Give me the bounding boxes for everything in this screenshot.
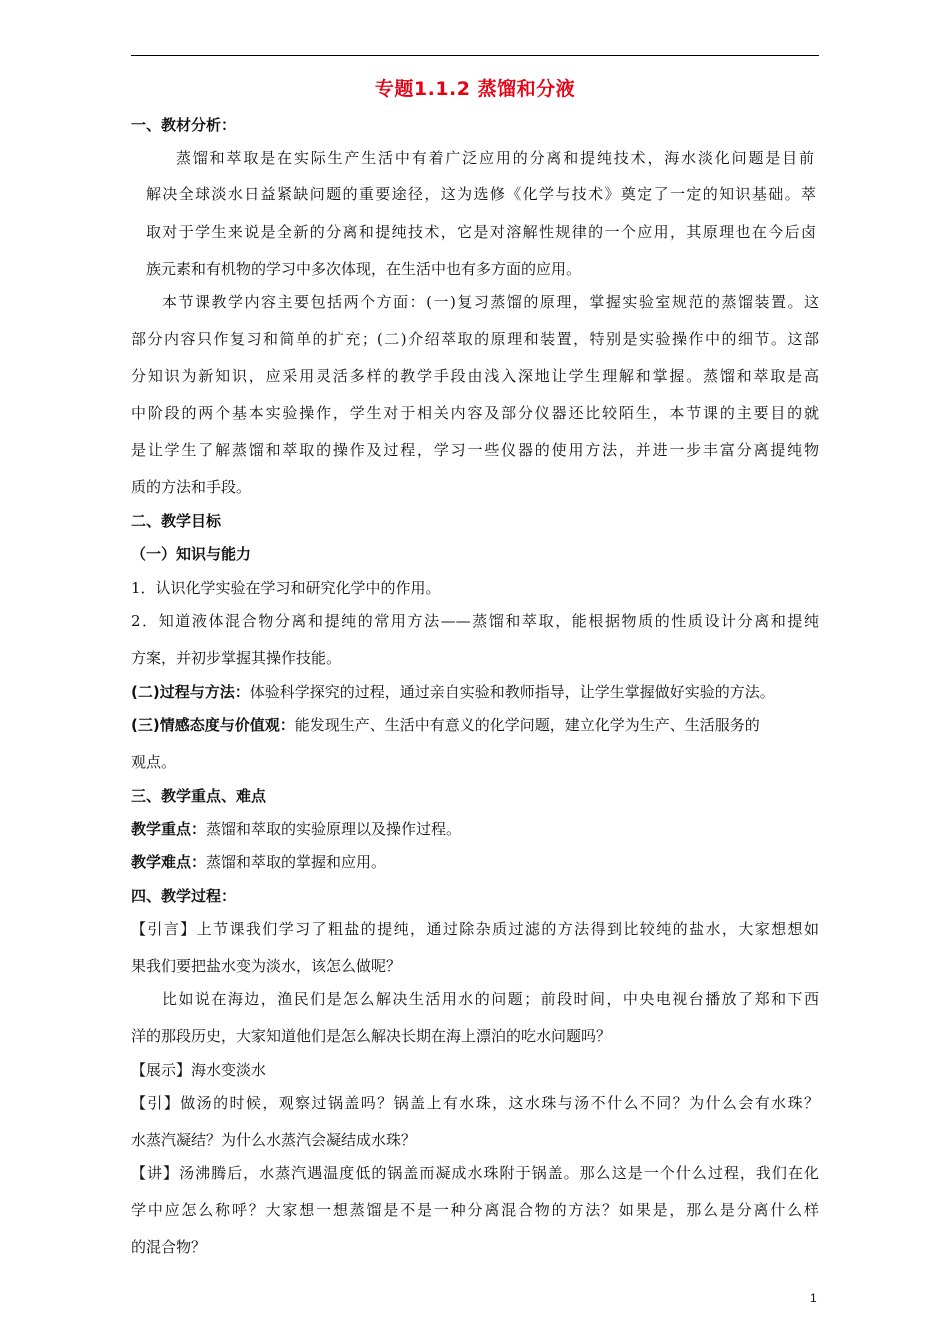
paragraph-line: 族元素和有机物的学习中多次体现，在生活中也有多方面的应用。 [146,260,582,278]
difficulty-text: 蒸馏和萃取的掌握和应用。 [206,853,387,871]
paragraph-line: 果我们要把盐水变为淡水，该怎么做呢？ [131,957,402,975]
lecture-tag: 【讲】 [131,1164,180,1182]
heading-teaching-goals: 二、教学目标 [131,512,222,530]
paragraph-line: 观点。 [131,753,177,771]
list-item: 1．认识化学实验在学习和研究化学中的作用。 [131,579,441,597]
paragraph-line: 解决全球淡水日益紧缺问题的重要途径，这为选修《化学与技术》奠定了一定的知识基础。萃 [146,185,816,203]
key-point-text: 蒸馏和萃取的实验原理以及操作过程。 [206,820,462,838]
process-method-text: 体验科学探究的过程，通过亲自实验和教师指导，让学生掌握做好实验的方法。 [249,683,775,701]
paragraph-line: 中阶段的两个基本实验操作，学生对于相关内容及部分仪器还比较陌生，本节课的主要目的就 [131,404,819,422]
difficulty-label: 教学难点： [131,853,207,871]
key-point-label: 教学重点： [131,820,207,838]
lead-tag: 【引】 [131,1094,181,1112]
display-tag: 【展示】 [131,1061,192,1079]
emotion-values-label: (三)情感态度与价值观： [131,716,295,734]
emotion-values-text: 能发现生产、生活中有意义的化学问题，建立化学为生产、生活服务的 [294,716,760,734]
intro-line [131,919,819,939]
paragraph-line: 取对于学生来说是全新的分离和提纯技术，它是对溶解性规律的一个应用，其原理也在今后卤 [146,223,816,241]
top-rule [131,55,819,56]
heading-material-analysis: 一、教材分析： [131,116,237,134]
paragraph-line: 比如说在海边，渔民们是怎么解决生活用水的问题；前段时间，中央电视台播放了郑和下西 [162,990,819,1008]
process-method-label: (二)过程与方法： [131,683,250,701]
paragraph-line: 部分内容只作复习和简单的扩充；(二)介绍萃取的原理和装置，特别是实验操作中的细节。这部 [131,330,819,348]
lead-text: 做汤的时候，观察过锅盖吗？锅盖上有水珠，这水珠与汤不什么不同？为什么会有水珠？ [180,1094,819,1112]
paragraph-line: 蒸馏和萃取是在实际生产生活中有着广泛应用的分离和提纯技术，海水淡化问题是目前 [176,149,814,167]
display-line [131,1060,266,1080]
page-title: 专题1.1.2 蒸馏和分液 [374,78,576,100]
paragraph-line: 本节课教学内容主要包括两个方面：(一)复习蒸馏的原理，掌握实验室规范的蒸馏装置。这 [162,293,819,311]
paragraph-line: 水蒸汽凝结？为什么水蒸汽会凝结成水珠？ [131,1131,417,1149]
paragraph-line: 洋的那段历史，大家知道他们是怎么解决长期在海上漂泊的吃水问题吗？ [131,1027,612,1045]
paragraph-line: 分知识为新知识，应采用灵活多样的教学手段由浅入深地让学生理解和掌握。蒸馏和萃取是高 [131,367,819,385]
paragraph-line: 是让学生了解蒸馏和萃取的操作及过程，学习一些仪器的使用方法，并进一步丰富分离提纯物 [131,441,819,459]
lead-line [131,1093,819,1113]
process-method-line [131,682,775,702]
lecture-line [131,1163,819,1183]
display-text: 海水变淡水 [191,1061,267,1079]
key-point-line [131,819,461,839]
list-item: 2．知道液体混合物分离和提纯的常用方法——蒸馏和萃取，能根据物质的性质设计分离和提纯 [131,612,819,630]
paragraph-line: 学中应怎么称呼？大家想一想蒸馏是不是一种分离混合物的方法？如果是，那么是分离什么样 [131,1201,819,1219]
intro-text: 上节课我们学习了粗盐的提纯，通过除杂质过滤的方法得到比较纯的盐水，大家想想如 [196,920,819,938]
paragraph-line: 的混合物？ [131,1238,207,1256]
intro-tag: 【引言】 [131,920,197,938]
lecture-text: 汤沸腾后，水蒸汽遇温度低的锅盖而凝成水珠附于锅盖。那么这是一个什么过程，我们在化 [179,1164,819,1182]
subheading-knowledge: （一）知识与能力 [131,545,252,563]
paragraph-line: 质的方法和手段。 [131,478,252,496]
heading-key-points: 三、教学重点、难点 [131,787,267,805]
heading-teaching-process: 四、教学过程： [131,887,237,905]
emotion-values-line [131,715,760,735]
page-number: 1 [810,1291,817,1305]
difficulty-line [131,852,386,872]
list-item-continuation: 方案，并初步掌握其操作技能。 [131,649,342,667]
